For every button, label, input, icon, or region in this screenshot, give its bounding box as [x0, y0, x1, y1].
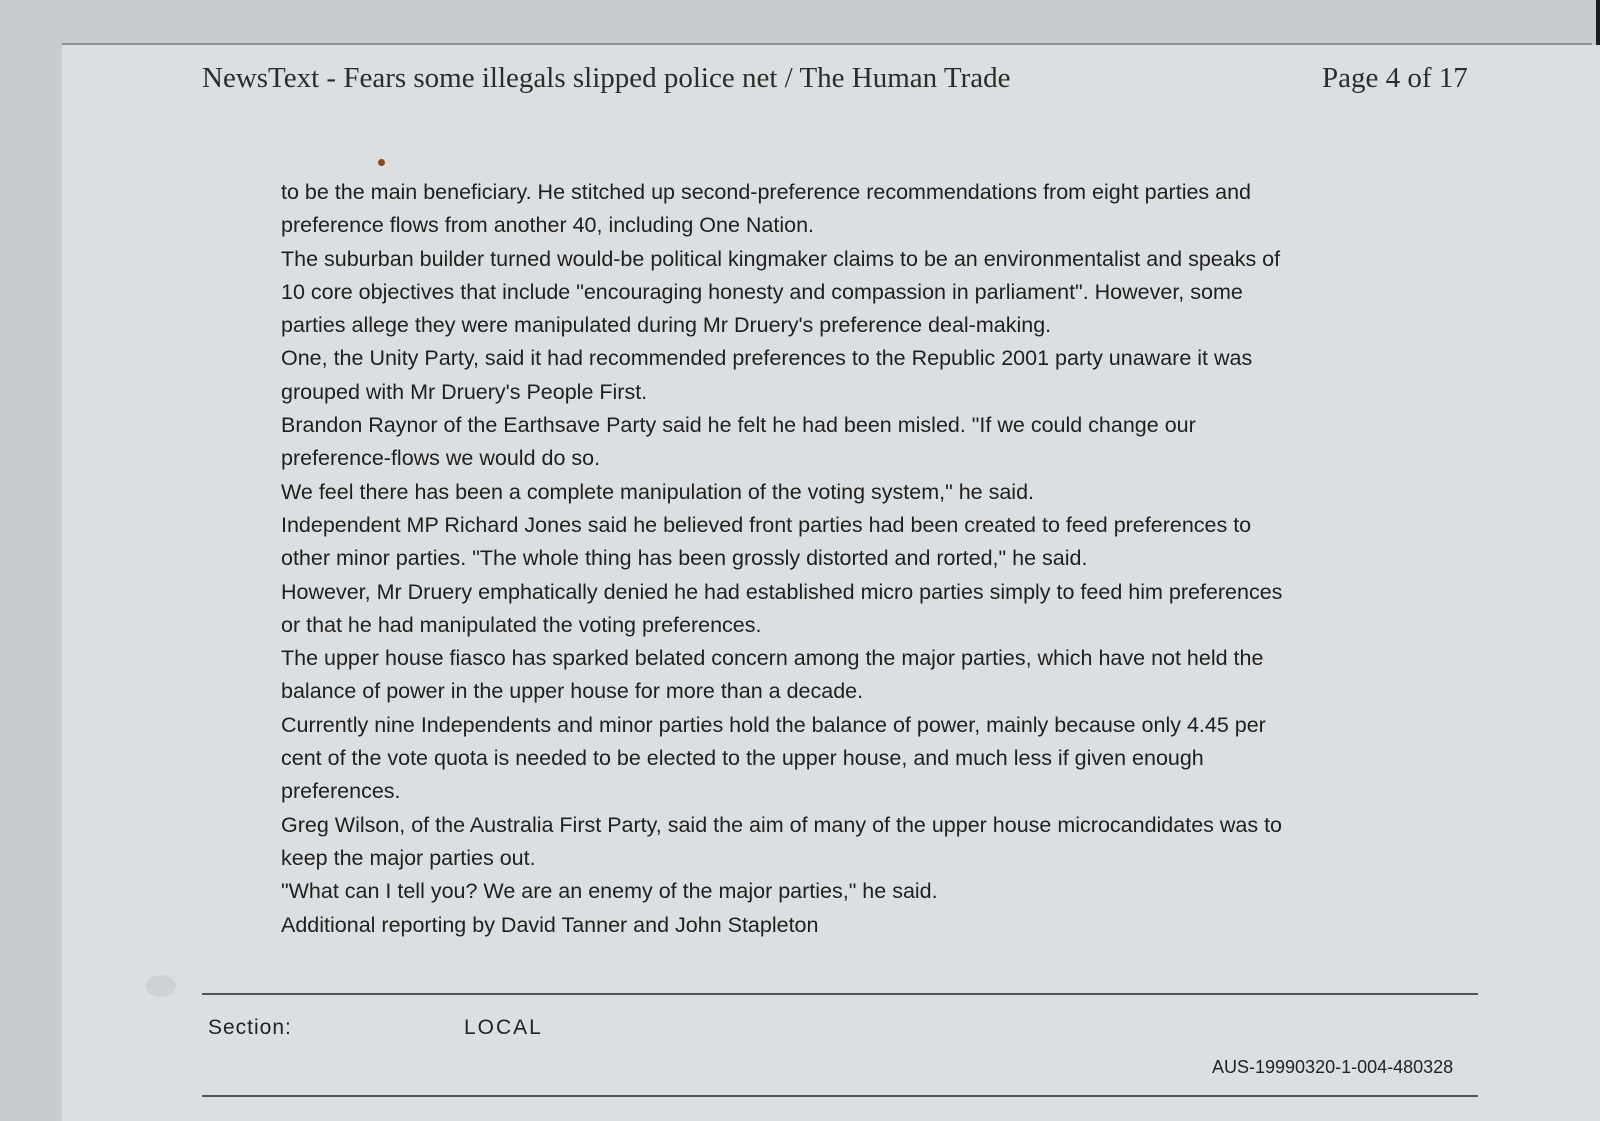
page-top-edge [62, 43, 1592, 45]
article-line: The suburban builder turned would-be political kingmaker claims to be an environmentalist and speaks of [281, 246, 1281, 271]
scan-speck [378, 159, 385, 166]
article-line: Additional reporting by David Tanner and John Stapleton [281, 912, 819, 937]
section-label: Section: [208, 1016, 292, 1039]
article-line: parties allege they were manipulated during Mr Druery's preference deal-making. [281, 313, 1052, 338]
document-header-title: NewsText - Fears some illegals slipped police net / The Human Trade [202, 62, 1011, 94]
scan-edge-mark [1596, 0, 1600, 45]
article-line: One, the Unity Party, said it had recommended preferences to the Republic 2001 party unaware it was [281, 346, 1253, 371]
article-line: preference-flows we would do so. [281, 446, 601, 471]
document-id: AUS-19990320-1-004-480328 [1212, 1057, 1454, 1077]
article-line: "What can I tell you? We are an enemy of the major parties," he said. [281, 879, 938, 904]
article-line: keep the major parties out. [281, 845, 536, 870]
article-line: Independent MP Richard Jones said he believed front parties had been created to feed preferences to [281, 512, 1252, 537]
article-line: other minor parties. "The whole thing has been grossly distorted and rorted," he said. [281, 546, 1088, 571]
section-value: LOCAL [464, 1016, 543, 1039]
scan-smudge [146, 975, 176, 997]
article-line: balance of power in the upper house for more than a decade. [281, 679, 864, 704]
footer-divider-top [202, 993, 1478, 995]
article-line: The upper house fiasco has sparked belated concern among the major parties, which have not held the [281, 646, 1264, 671]
article-line: Brandon Raynor of the Earthsave Party said he felt he had been misled. "If we could change our [281, 413, 1196, 438]
article-body [281, 176, 1401, 942]
article-line: grouped with Mr Druery's People First. [281, 379, 648, 404]
article-line: to be the main beneficiary. He stitched up second-preference recommendations from eight parties and [281, 180, 1252, 204]
article-line: preferences. [281, 779, 401, 804]
article-line: However, Mr Druery emphatically denied he had established micro parties simply to feed him preferences [281, 579, 1283, 604]
article-line: Currently nine Independents and minor parties hold the balance of power, mainly because only 4.45 per [281, 712, 1266, 737]
article-line: We feel there has been a complete manipulation of the voting system," he said. [281, 479, 1035, 504]
article-line: preference flows from another 40, including One Nation. [281, 213, 815, 238]
article-line: Greg Wilson, of the Australia First Party, said the aim of many of the upper house microcandidates was to [281, 812, 1283, 837]
footer-divider-bottom [202, 1095, 1478, 1097]
article-line: cent of the vote quota is needed to be elected to the upper house, and much less if given enough [281, 746, 1204, 771]
page-number: Page 4 of 17 [1322, 62, 1468, 94]
article-line: 10 core objectives that include "encouraging honesty and compassion in parliament". However, some [281, 279, 1243, 304]
article-line: or that he had manipulated the voting preferences. [281, 612, 762, 637]
